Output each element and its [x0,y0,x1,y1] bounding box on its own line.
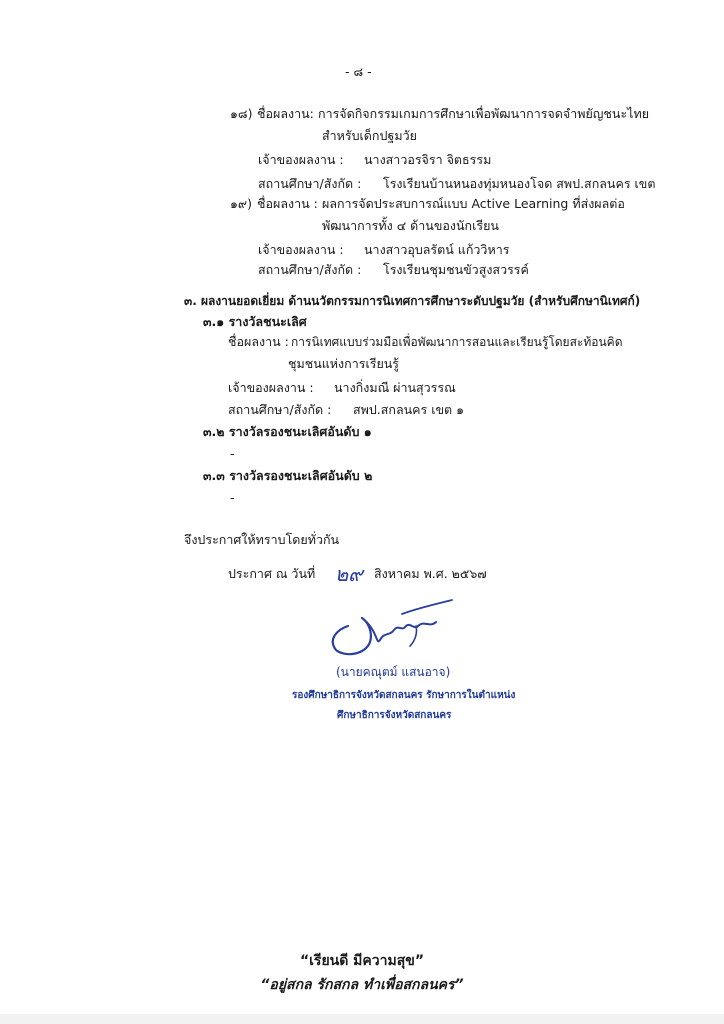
item-18-number: ๑๘) [230,106,253,121]
section-3-1-heading: ๓.๑ รางวัลชนะเลิศ [203,314,307,329]
item-19-title-line2: พัฒนาการทั้ง ๔ ด้านของนักเรียน [322,218,499,233]
section-3-3-heading: ๓.๓ รางวัลรองชนะเลิศอันดับ ๒ [203,468,373,483]
signatory-position-line1: รองศึกษาธิการจังหวัดสกลนคร รักษาการในตำแหน่ง [292,690,516,701]
section-3-2-heading: ๓.๒ รางวัลรองชนะเลิศอันดับ ๑ [203,424,372,439]
handwritten-day: ๒๙ [335,562,363,586]
scan-bottom-edge [0,1014,724,1024]
page-number: - ๘ - [345,64,372,79]
signatory-name: (นายคณุตม์ แสนอาจ) [336,665,451,679]
item-18-title-line1: การจัดกิจกรรมเกมการศึกษาเพื่อพัฒนาการจดจำพยัญชนะไทย [318,106,650,121]
section-3-2-value: - [230,446,235,461]
announcement-text: จึงประกาศให้ทราบโดยทั่วกัน [184,532,340,547]
item-19-owner-label: เจ้าของผลงาน : [258,242,344,257]
item-18-school-label: สถานศึกษา/สังกัด : [258,176,362,191]
footer-slogan-line2: “อยู่สกล รักสกล ทำเพื่อสกลนคร” [260,977,464,993]
item-19-number: ๑๙) [230,196,252,211]
date-suffix: สิงหาคม พ.ศ. ๒๕๖๗ [374,566,487,581]
item-19-title-line1: ผลการจัดประสบการณ์แบบ Active Learning ที่ส่งผลต่อ [322,196,625,211]
section-3-1-owner-label: เจ้าของผลงาน : [228,380,314,395]
footer-slogan-line1: “เรียนดี มีความสุข” [299,953,425,969]
section-3-1-owner: นางกิ่งมณี ผ่านสุวรรณ [334,380,456,395]
item-18-title-line2: สำหรับเด็กปฐมวัย [322,128,417,143]
section-3-1-title-line2: ชุมชนแห่งการเรียนรู้ [288,356,400,371]
date-prefix: ประกาศ ณ วันที่ [228,566,316,581]
section-3-1-school-label: สถานศึกษา/สังกัด : [228,402,332,417]
item-19-school: โรงเรียนชุมชนขัวสูงสวรรค์ [383,262,529,277]
item-19-title-label: ชื่อผลงาน : [257,196,318,211]
section-3-1-school: สพป.สกลนคร เขต ๑ [353,402,465,417]
section-3-1-title-label: ชื่อผลงาน : [228,334,289,349]
item-19-school-label: สถานศึกษา/สังกัด : [258,262,362,277]
section-3-1-title-line1: การนิเทศแบบร่วมมือเพื่อพัฒนาการสอนและเรียนรู้โดยสะท้อนคิด [291,335,623,349]
section-3-heading: ๓. ผลงานยอดเยี่ยม ด้านนวัตกรรมการนิเทศการศึกษาระดับปฐมวัย (สำหรับศึกษานิเทศก์) [184,294,641,308]
item-19-owner: นางสาวอุบลรัตน์ แก้ววิหาร [364,242,510,257]
signature-drawing [318,596,468,660]
section-3-3-value: - [230,490,235,505]
signatory-position-line2: ศึกษาธิการจังหวัดสกลนคร [337,710,452,721]
item-18-title-label: ชื่อผลงาน: [257,106,314,121]
item-18-school: โรงเรียนบ้านหนองทุ่มหนองโจด สพป.สกลนคร เขต [383,176,656,191]
item-18-owner: นางสาวอรจิรา จิตธรรม [364,152,492,167]
item-18-owner-label: เจ้าของผลงาน : [258,152,344,167]
